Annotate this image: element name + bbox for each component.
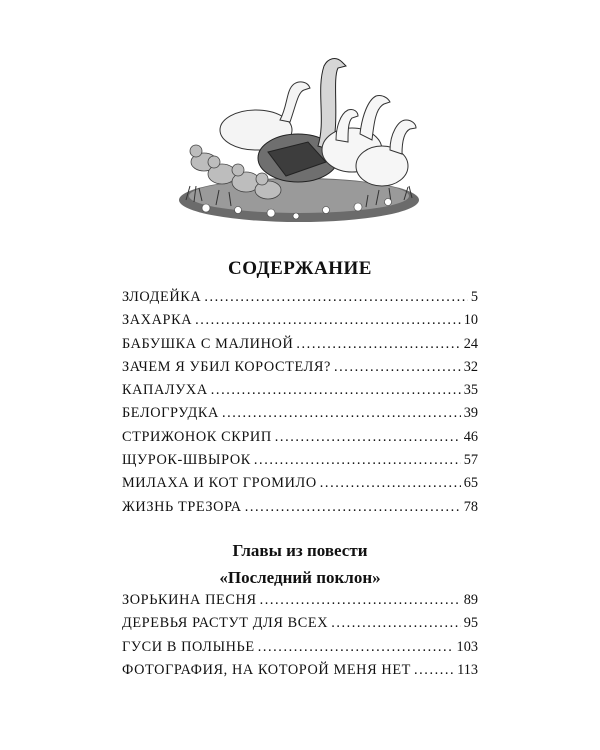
section-list	[122, 592, 478, 685]
toc-entry-title: ДЕРЕВЬЯ РАСТУТ ДЛЯ ВСЕХ	[122, 615, 329, 632]
toc-entry-title: ГУСИ В ПОЛЫНЬЕ	[122, 638, 255, 655]
toc-entry-page: 5	[470, 289, 478, 305]
toc-entry-page: 32	[463, 358, 478, 375]
toc-entry[interactable]	[122, 475, 478, 498]
toc-entry-page: 78	[463, 498, 478, 515]
toc-entry-page: 35	[463, 382, 478, 399]
toc-entry-title: ЗЛОДЕЙКА	[122, 289, 202, 305]
toc-entry-page: 89	[463, 592, 478, 608]
toc-entry-page: 46	[463, 428, 478, 445]
toc-entry[interactable]	[122, 429, 478, 452]
section-heading-line1: Главы из повести	[232, 541, 368, 560]
toc-entry[interactable]	[122, 615, 478, 638]
geese-illustration	[176, 50, 422, 225]
toc-entry[interactable]	[122, 359, 478, 382]
toc-entry-title: СТРИЖОНОК СКРИП	[122, 428, 272, 445]
toc-entry-title: ЩУРОК-ШВЫРОК	[122, 452, 251, 469]
toc-entry-page: 24	[463, 335, 478, 352]
toc-entry-page: 95	[463, 615, 478, 632]
contents-heading: СОДЕРЖАНИЕ	[228, 258, 372, 279]
dot-leader	[258, 639, 454, 656]
toc-entry-title: БЕЛОГРУДКА	[122, 405, 219, 422]
toc-entry[interactable]	[122, 639, 478, 662]
dot-leader	[195, 312, 461, 329]
toc-entry-title: КАПАЛУХА	[122, 382, 208, 399]
section-heading	[0, 537, 600, 591]
toc-entry-title: БАБУШКА С МАЛИНОЙ	[122, 335, 294, 352]
toc-entry-page: 65	[463, 475, 478, 492]
toc-entry-title: ФОТОГРАФИЯ, НА КОТОРОЙ МЕНЯ НЕТ	[122, 661, 411, 678]
dot-leader	[296, 336, 460, 353]
section-heading-line2: «Последний поклон»	[219, 568, 381, 587]
dot-leader	[254, 452, 461, 469]
dot-leader	[211, 382, 461, 399]
toc-entry[interactable]	[122, 592, 478, 615]
toc-entry[interactable]	[122, 405, 478, 428]
dot-leader	[222, 405, 461, 422]
toc-entry-title: ЗАХАРКА	[122, 312, 193, 329]
dot-leader	[275, 429, 461, 446]
toc-entry-page: 57	[463, 452, 478, 469]
toc-entry-title: ЗАЧЕМ Я УБИЛ КОРОСТЕЛЯ?	[122, 358, 331, 375]
toc-entry[interactable]	[122, 662, 478, 685]
toc-entry-title: ЗОРЬКИНА ПЕСНЯ	[122, 592, 257, 608]
dot-leader	[260, 592, 461, 609]
toc-entry[interactable]	[122, 382, 478, 405]
toc-entry-title: МИЛАХА И КОТ ГРОМИЛО	[122, 475, 317, 492]
toc-entry[interactable]	[122, 452, 478, 475]
toc-entry[interactable]	[122, 289, 478, 312]
toc-entry-page: 10	[463, 312, 478, 329]
toc-entry[interactable]	[122, 336, 478, 359]
toc-entry-page: 39	[463, 405, 478, 422]
toc-entry[interactable]	[122, 499, 478, 522]
toc-entry-page: 113	[457, 661, 478, 678]
dot-leader	[414, 662, 454, 679]
dot-leader	[320, 475, 461, 492]
toc-entry[interactable]	[122, 312, 478, 335]
dot-leader	[334, 359, 461, 376]
dot-leader	[245, 499, 461, 516]
dot-leader	[331, 615, 461, 632]
dot-leader	[204, 289, 468, 306]
contents-list	[122, 289, 478, 522]
toc-entry-page: 103	[456, 638, 478, 655]
toc-entry-title: ЖИЗНЬ ТРЕЗОРА	[122, 498, 242, 515]
